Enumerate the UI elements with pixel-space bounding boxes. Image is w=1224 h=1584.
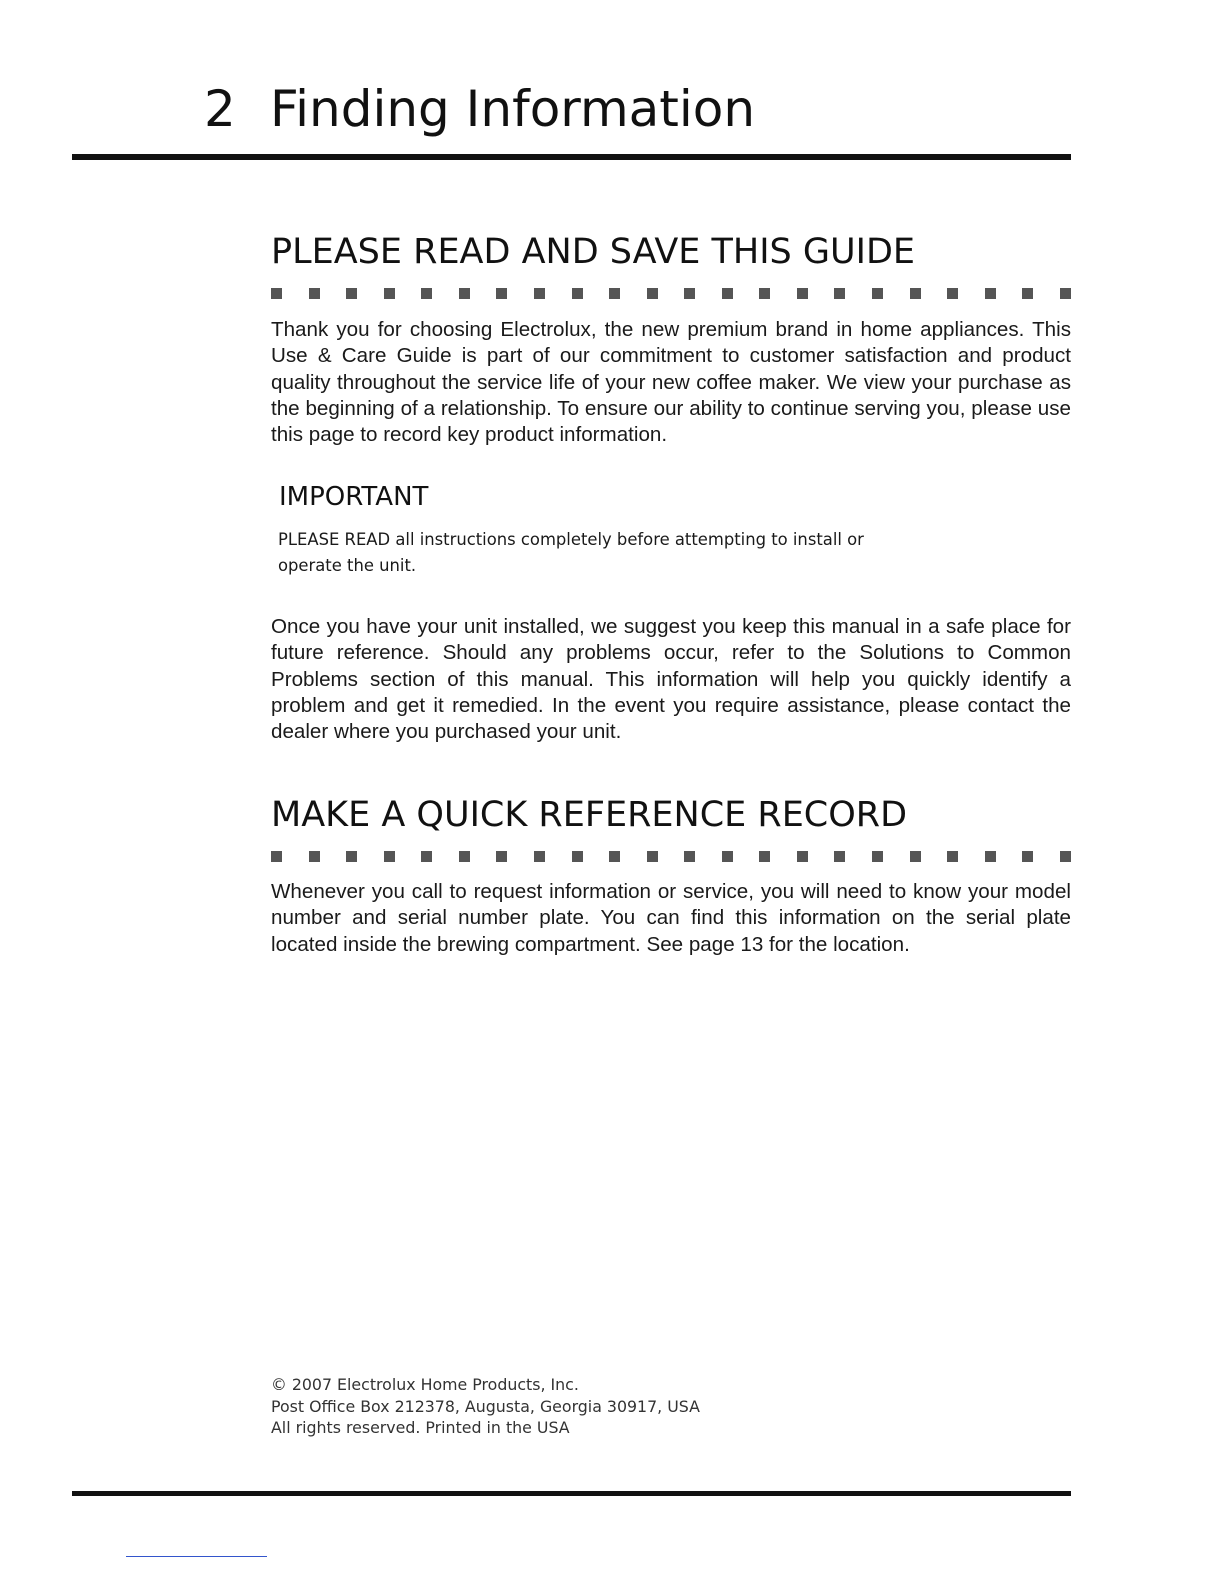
copyright-footer [271, 1374, 700, 1439]
bottom-underline-mark [126, 1556, 267, 1557]
section-heading-quick-reference: MAKE A QUICK REFERENCE RECORD [271, 795, 908, 835]
page-number: 2 [204, 80, 236, 138]
important-note-line: PLEASE READ all instructions completely before attempting to install or [278, 530, 864, 549]
quick-reference-paragraph: Whenever you call to request information or service, you will need to know your model number and serial number plate. You can find this information on the serial plate located inside the brewing compartment. See page 13 for the location. [271, 880, 1071, 956]
page-title: Finding Information [270, 80, 756, 138]
important-heading: IMPORTANT [279, 482, 429, 512]
followup-paragraph: Once you have your unit installed, we suggest you keep this manual in a safe place for future reference. Should any problems occur, refer to the Solutions to Common Problems section of this manual. This information will help you quickly identify a problem and get it remedied. In the event you require assistance, please contact the dealer where you purchased your unit. [271, 615, 1071, 744]
section-heading-read-save: PLEASE READ AND SAVE THIS GUIDE [271, 232, 916, 272]
footer-rule [72, 1491, 1071, 1496]
intro-paragraph: Thank you for choosing Electrolux, the new premium brand in home appliances. This Use & Care Guide is part of our commitment to customer satisfaction and product quality throughout the service life of your new coffee maker. We view your purchase as the beginning of a relationship. To ensure our ability to continue serving you, please use this page to record key product information. [271, 318, 1071, 447]
header-rule [72, 154, 1071, 160]
copyright-line: © 2007 Electrolux Home Products, Inc. [271, 1375, 579, 1394]
important-note [278, 527, 938, 579]
page-header [204, 80, 755, 150]
dotted-divider [271, 288, 1071, 300]
dotted-divider [271, 851, 1071, 863]
address-line: Post Office Box 212378, Augusta, Georgia 30917, USA [271, 1396, 700, 1416]
rights-line: All rights reserved. Printed in the USA [271, 1418, 570, 1437]
important-note-line: operate the unit. [278, 556, 417, 575]
